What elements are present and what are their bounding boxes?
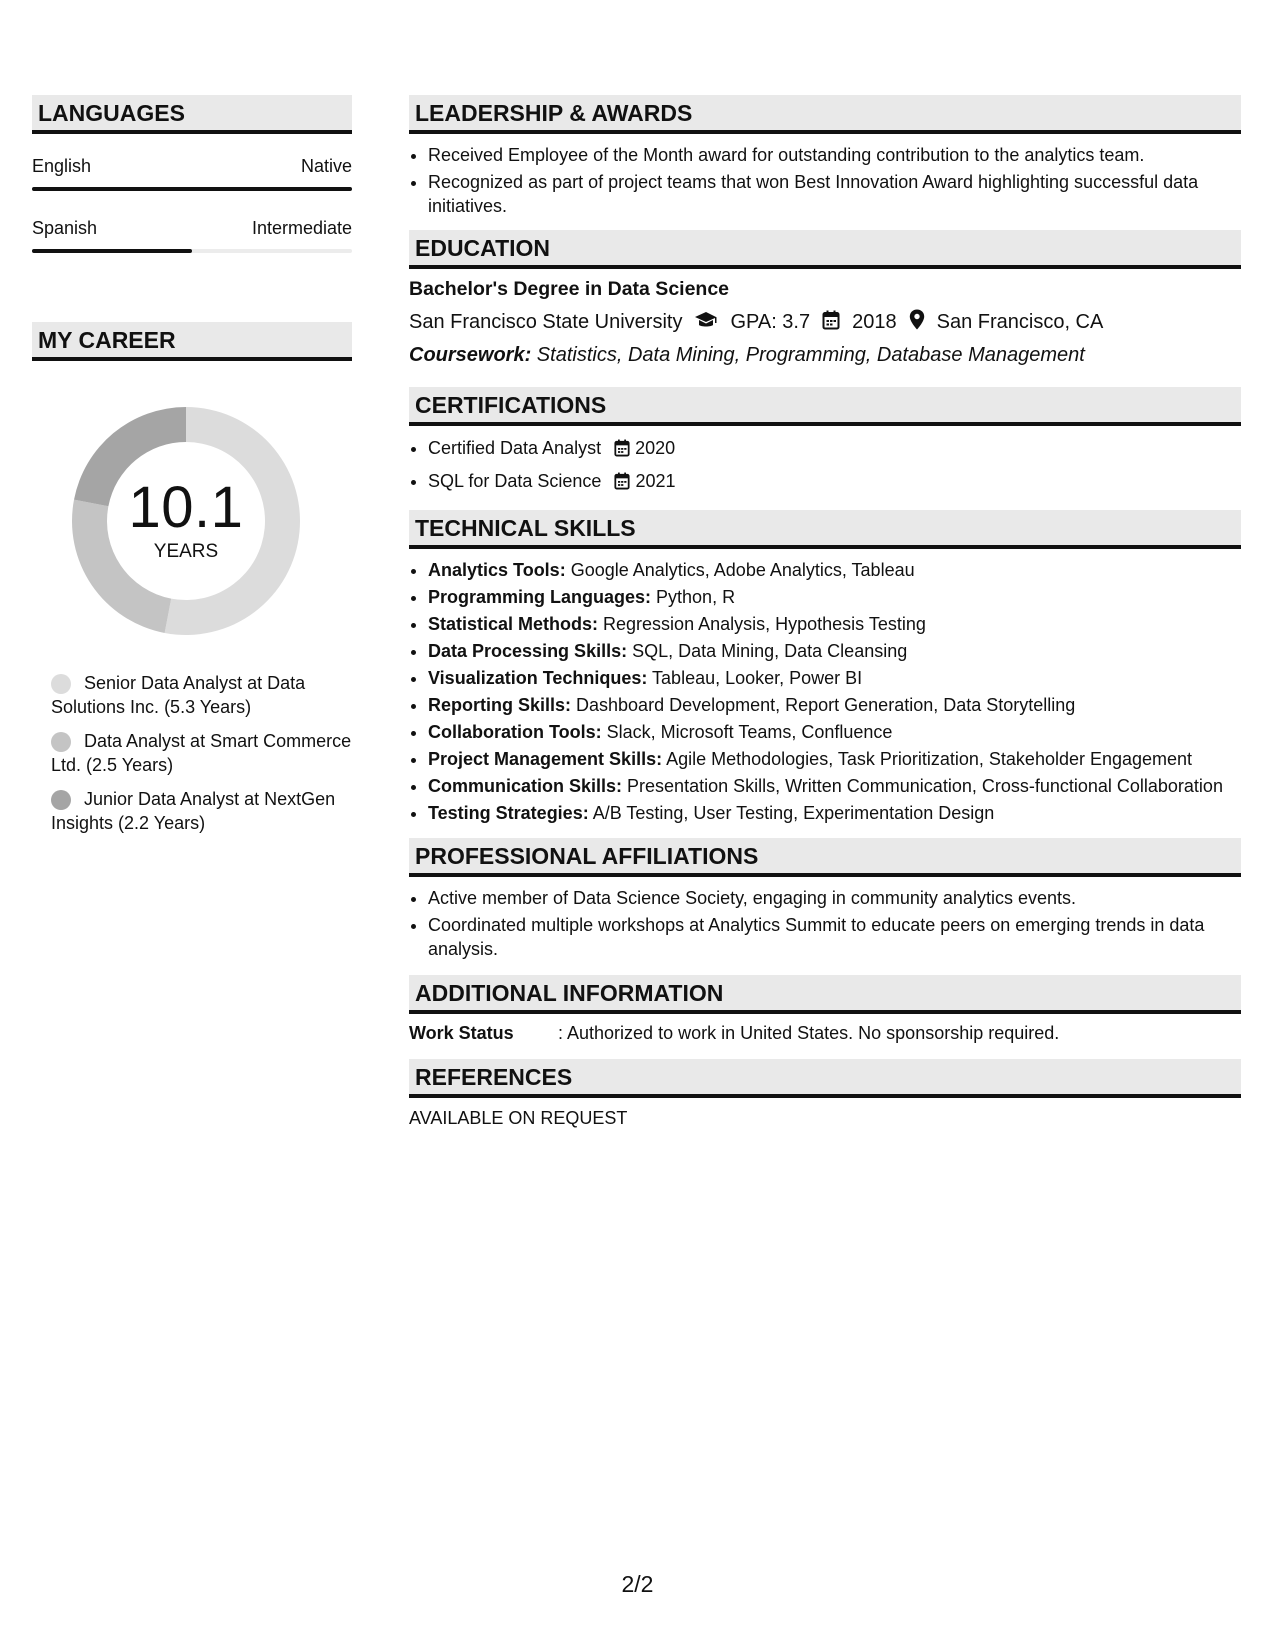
leadership-heading: LEADERSHIP & AWARDS bbox=[409, 95, 1241, 134]
skill-item bbox=[428, 585, 1241, 609]
calendar-icon bbox=[822, 310, 840, 336]
skill-value: Presentation Skills, Written Communication, Cross-functional Collaboration bbox=[622, 776, 1223, 796]
school-name: San Francisco State University bbox=[409, 311, 683, 333]
career-legend-item bbox=[32, 671, 352, 719]
graduation-year: 2018 bbox=[852, 311, 897, 333]
skill-item bbox=[428, 720, 1241, 744]
skills-heading: TECHNICAL SKILLS bbox=[409, 510, 1241, 549]
work-status-label: Work Status bbox=[409, 1023, 514, 1043]
skill-label: Programming Languages: bbox=[428, 587, 652, 607]
skill-label: Statistical Methods: bbox=[428, 614, 599, 634]
coursework-value: Statistics, Data Mining, Programming, Database Management bbox=[531, 344, 1085, 366]
calendar-icon bbox=[614, 471, 630, 498]
skill-label: Collaboration Tools: bbox=[428, 722, 602, 742]
work-status-row bbox=[409, 1023, 1241, 1044]
left-column bbox=[32, 95, 352, 845]
skill-value: Tableau, Looker, Power BI bbox=[647, 668, 863, 688]
legend-swatch bbox=[51, 732, 71, 752]
skill-item bbox=[428, 801, 1241, 825]
calendar-icon bbox=[614, 438, 630, 465]
list-item: • Coordinated multiple workshops at Analytics Summit to educate peers on emerging trends in data analysis. bbox=[428, 913, 1241, 961]
career-donut-chart bbox=[66, 401, 306, 641]
career-legend-item bbox=[32, 787, 352, 835]
location-pin-icon bbox=[909, 309, 925, 336]
certifications-heading: CERTIFICATIONS bbox=[409, 387, 1241, 426]
total-years-value: 10.1 bbox=[128, 475, 244, 540]
skill-value: Google Analytics, Adobe Analytics, Tableau bbox=[565, 560, 915, 580]
page-number: 2/2 bbox=[621, 1571, 654, 1597]
coursework-line bbox=[409, 344, 1241, 367]
languages-heading: LANGUAGES bbox=[32, 95, 352, 134]
leadership-list bbox=[409, 143, 1241, 218]
skills-list bbox=[409, 558, 1241, 825]
skill-value: Python, R bbox=[651, 587, 736, 607]
career-legend-item bbox=[32, 729, 352, 777]
coursework-label: Coursework: bbox=[409, 344, 532, 366]
gpa-value: GPA: 3.7 bbox=[730, 311, 811, 333]
skill-item bbox=[428, 558, 1241, 582]
certifications-list bbox=[409, 435, 1241, 498]
career-role-label: Senior Data Analyst at Data Solutions Inc. (5.3 Years) bbox=[51, 673, 306, 717]
skill-label: Testing Strategies: bbox=[428, 803, 589, 823]
list-item: • Active member of Data Science Society, engaging in community analytics events. bbox=[428, 886, 1241, 910]
certification-year: 2020 bbox=[635, 438, 676, 458]
language-level-bar bbox=[32, 187, 352, 191]
language-item bbox=[32, 218, 352, 253]
affiliations-heading: PROFESSIONAL AFFILIATIONS bbox=[409, 838, 1241, 877]
degree-title: Bachelor's Degree in Data Science bbox=[409, 278, 730, 300]
skill-value: SQL, Data Mining, Data Cleansing bbox=[627, 641, 908, 661]
language-name: English bbox=[32, 156, 92, 176]
skill-item bbox=[428, 693, 1241, 717]
skill-item bbox=[428, 747, 1241, 771]
career-role-label: Junior Data Analyst at NextGen Insights (2.2 Years) bbox=[51, 789, 336, 833]
skill-item bbox=[428, 639, 1241, 663]
language-name: Spanish bbox=[32, 218, 98, 238]
language-level: Intermediate bbox=[251, 218, 352, 238]
language-level-fill bbox=[32, 249, 192, 253]
skill-value: Regression Analysis, Hypothesis Testing bbox=[598, 614, 926, 634]
skill-label: Analytics Tools: bbox=[428, 560, 566, 580]
skill-label: Data Processing Skills: bbox=[428, 641, 628, 661]
list-item bbox=[428, 435, 1241, 465]
work-status-value: : Authorized to work in United States. No sponsorship required. bbox=[558, 1023, 1060, 1043]
skill-item bbox=[428, 666, 1241, 690]
language-level: Native bbox=[300, 156, 352, 176]
list-item: • Recognized as part of project teams that won Best Innovation Award highlighting successful data initiatives. bbox=[428, 170, 1241, 218]
career-heading: MY CAREER bbox=[32, 322, 352, 361]
education-heading: EDUCATION bbox=[409, 230, 1241, 269]
total-years-unit: YEARS bbox=[153, 541, 219, 562]
career-role-label: Data Analyst at Smart Commerce Ltd. (2.5 Years) bbox=[51, 731, 352, 775]
career-legend bbox=[32, 671, 352, 835]
references-heading: REFERENCES bbox=[409, 1059, 1241, 1098]
references-text: AVAILABLE ON REQUEST bbox=[409, 1108, 628, 1128]
right-column bbox=[409, 95, 1241, 1129]
skill-label: Project Management Skills: bbox=[428, 749, 663, 769]
language-level-fill bbox=[32, 187, 352, 191]
certification-name: Certified Data Analyst bbox=[428, 438, 602, 458]
language-item bbox=[32, 156, 352, 191]
graduation-cap-icon bbox=[694, 311, 718, 335]
skill-item bbox=[428, 774, 1241, 798]
skill-label: Visualization Techniques: bbox=[428, 668, 648, 688]
certification-year: 2021 bbox=[635, 471, 676, 491]
school-location: San Francisco, CA bbox=[936, 311, 1104, 333]
skill-item bbox=[428, 612, 1241, 636]
skill-label: Communication Skills: bbox=[428, 776, 623, 796]
certification-name: SQL for Data Science bbox=[428, 471, 602, 491]
language-level-bar bbox=[32, 249, 352, 253]
skill-label: Reporting Skills: bbox=[428, 695, 572, 715]
skill-value: Slack, Microsoft Teams, Confluence bbox=[601, 722, 893, 742]
list-item bbox=[428, 468, 1241, 498]
legend-swatch bbox=[51, 674, 71, 694]
education-details bbox=[409, 309, 1241, 336]
skill-value: Dashboard Development, Report Generation, Data Storytelling bbox=[571, 695, 1076, 715]
legend-swatch bbox=[51, 790, 71, 810]
additional-info-heading: ADDITIONAL INFORMATION bbox=[409, 975, 1241, 1014]
skill-value: A/B Testing, User Testing, Experimentation Design bbox=[588, 803, 995, 823]
list-item: • Received Employee of the Month award for outstanding contribution to the analytics team. bbox=[428, 143, 1241, 167]
affiliations-list bbox=[409, 886, 1241, 961]
skill-value: Agile Methodologies, Task Prioritization, Stakeholder Engagement bbox=[662, 749, 1193, 769]
